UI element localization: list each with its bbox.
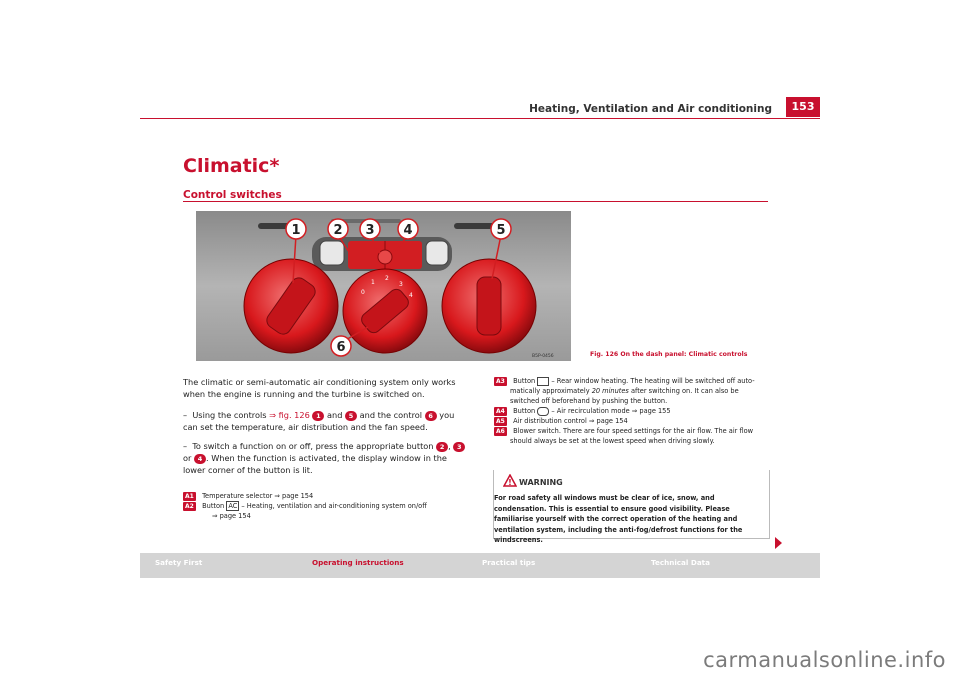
legend-item-a1: A1 Temperature selector ⇒ page 154 bbox=[185, 492, 314, 500]
figure-link[interactable]: ⇒ fig. 126 bbox=[269, 410, 310, 420]
legend-item-a3: A3 Button – Rear window heating. The heating will be switched off auto- bbox=[496, 377, 755, 385]
bullet-controls: – Using the controls ⇒ fig. 126 1 and 5 and the control 6 you can set the temperature, air distribution and the fan speed. bbox=[183, 410, 455, 432]
figure-code: B5P-0456 bbox=[532, 354, 554, 359]
watermark: carmanualsonline.info bbox=[703, 648, 946, 672]
legend-list-right: A3 Button – Rear window heating. The heating will be switched off auto- matically approximately 20 minutes after switching on. It can also be switched off beforehand by pushing the button. A4 Button – Air recirculation mode ⇒ page 155 A5 Air distribution control ⇒ page 154 A6 Blower switch. There are four speed settings for the air flow. The air flow should always be set at the lowest speed when driving slowly. bbox=[494, 376, 774, 446]
section-heading: Control switches bbox=[183, 189, 282, 201]
page-header-title: Heating, Ventilation and Air conditioning bbox=[529, 103, 772, 115]
svg-text:4: 4 bbox=[409, 292, 413, 299]
callout-4 bbox=[398, 219, 418, 239]
legend-list-left: A1 Temperature selector ⇒ page 154 A2 Button AC – Heating, ventilation and air-conditioning system on/off ⇒ page 154 bbox=[183, 491, 468, 521]
bullet-switch-function: – To switch a function on or off, press the appropriate button 2 , 3 or 4 . When the function is activated, the display window in the lower corner of the button is lit. bbox=[183, 440, 468, 476]
ac-key-label: AC bbox=[228, 502, 238, 510]
page-number: 153 bbox=[786, 97, 820, 117]
svg-text:0: 0 bbox=[361, 289, 365, 296]
tab-practical-tips[interactable]: Practical tips bbox=[482, 558, 536, 567]
svg-text:4: 4 bbox=[403, 223, 413, 238]
climatic-controls-figure bbox=[196, 211, 571, 361]
section-divider bbox=[183, 201, 768, 202]
svg-text:1: 1 bbox=[291, 223, 301, 238]
callout-1 bbox=[286, 219, 306, 239]
dash-panel-illustration bbox=[196, 211, 571, 361]
svg-text:6: 6 bbox=[336, 340, 346, 355]
footer-nav bbox=[140, 553, 820, 578]
svg-text:5: 5 bbox=[496, 223, 506, 238]
legend-item-a4: A4 Button – Air recirculation mode ⇒ page 155 bbox=[496, 407, 671, 415]
svg-text:!: ! bbox=[508, 478, 512, 487]
callout-3 bbox=[360, 219, 380, 239]
callout-6 bbox=[331, 336, 351, 356]
figure-caption: Fig. 126 On the dash panel: Climatic controls bbox=[590, 351, 748, 358]
svg-text:3: 3 bbox=[365, 223, 375, 238]
warning-triangle-icon bbox=[503, 474, 517, 487]
warning-title: WARNING bbox=[519, 478, 563, 487]
recirculation-icon bbox=[537, 407, 549, 416]
header-divider bbox=[140, 118, 820, 119]
tab-operating-instructions[interactable]: Operating instructions bbox=[312, 558, 404, 567]
tab-technical-data[interactable]: Technical Data bbox=[651, 558, 710, 567]
main-heading: Climatic* bbox=[183, 155, 280, 177]
callout-2 bbox=[328, 219, 348, 239]
legend-item-a2: A2 Button AC – Heating, ventilation and air-conditioning system on/off bbox=[185, 502, 427, 510]
svg-text:2: 2 bbox=[385, 275, 389, 282]
tab-safety-first[interactable]: Safety First bbox=[155, 558, 203, 567]
callout-5 bbox=[491, 219, 511, 239]
legend-item-a6: A6 Blower switch. There are four speed settings for the air flow. The air flow bbox=[496, 427, 754, 435]
warning-text: For road safety all windows must be clear of ice, snow, and condensation. This is essential to ensure good visibility. Please familiarise yourself with the correct operation of the heating and ventilation system, including the anti-fog/defrost functions for the windscreens. bbox=[494, 494, 743, 544]
svg-text:3: 3 bbox=[399, 281, 403, 288]
intro-paragraph: The climatic or semi-automatic air conditioning system only works when the engine is running and the turbine is switched on. bbox=[183, 377, 456, 399]
continue-arrow-icon bbox=[775, 537, 782, 549]
rear-window-heating-icon bbox=[537, 377, 549, 386]
legend-item-a5: A5 Air distribution control ⇒ page 154 bbox=[496, 417, 628, 425]
svg-text:1: 1 bbox=[371, 279, 375, 286]
svg-text:2: 2 bbox=[333, 223, 343, 238]
